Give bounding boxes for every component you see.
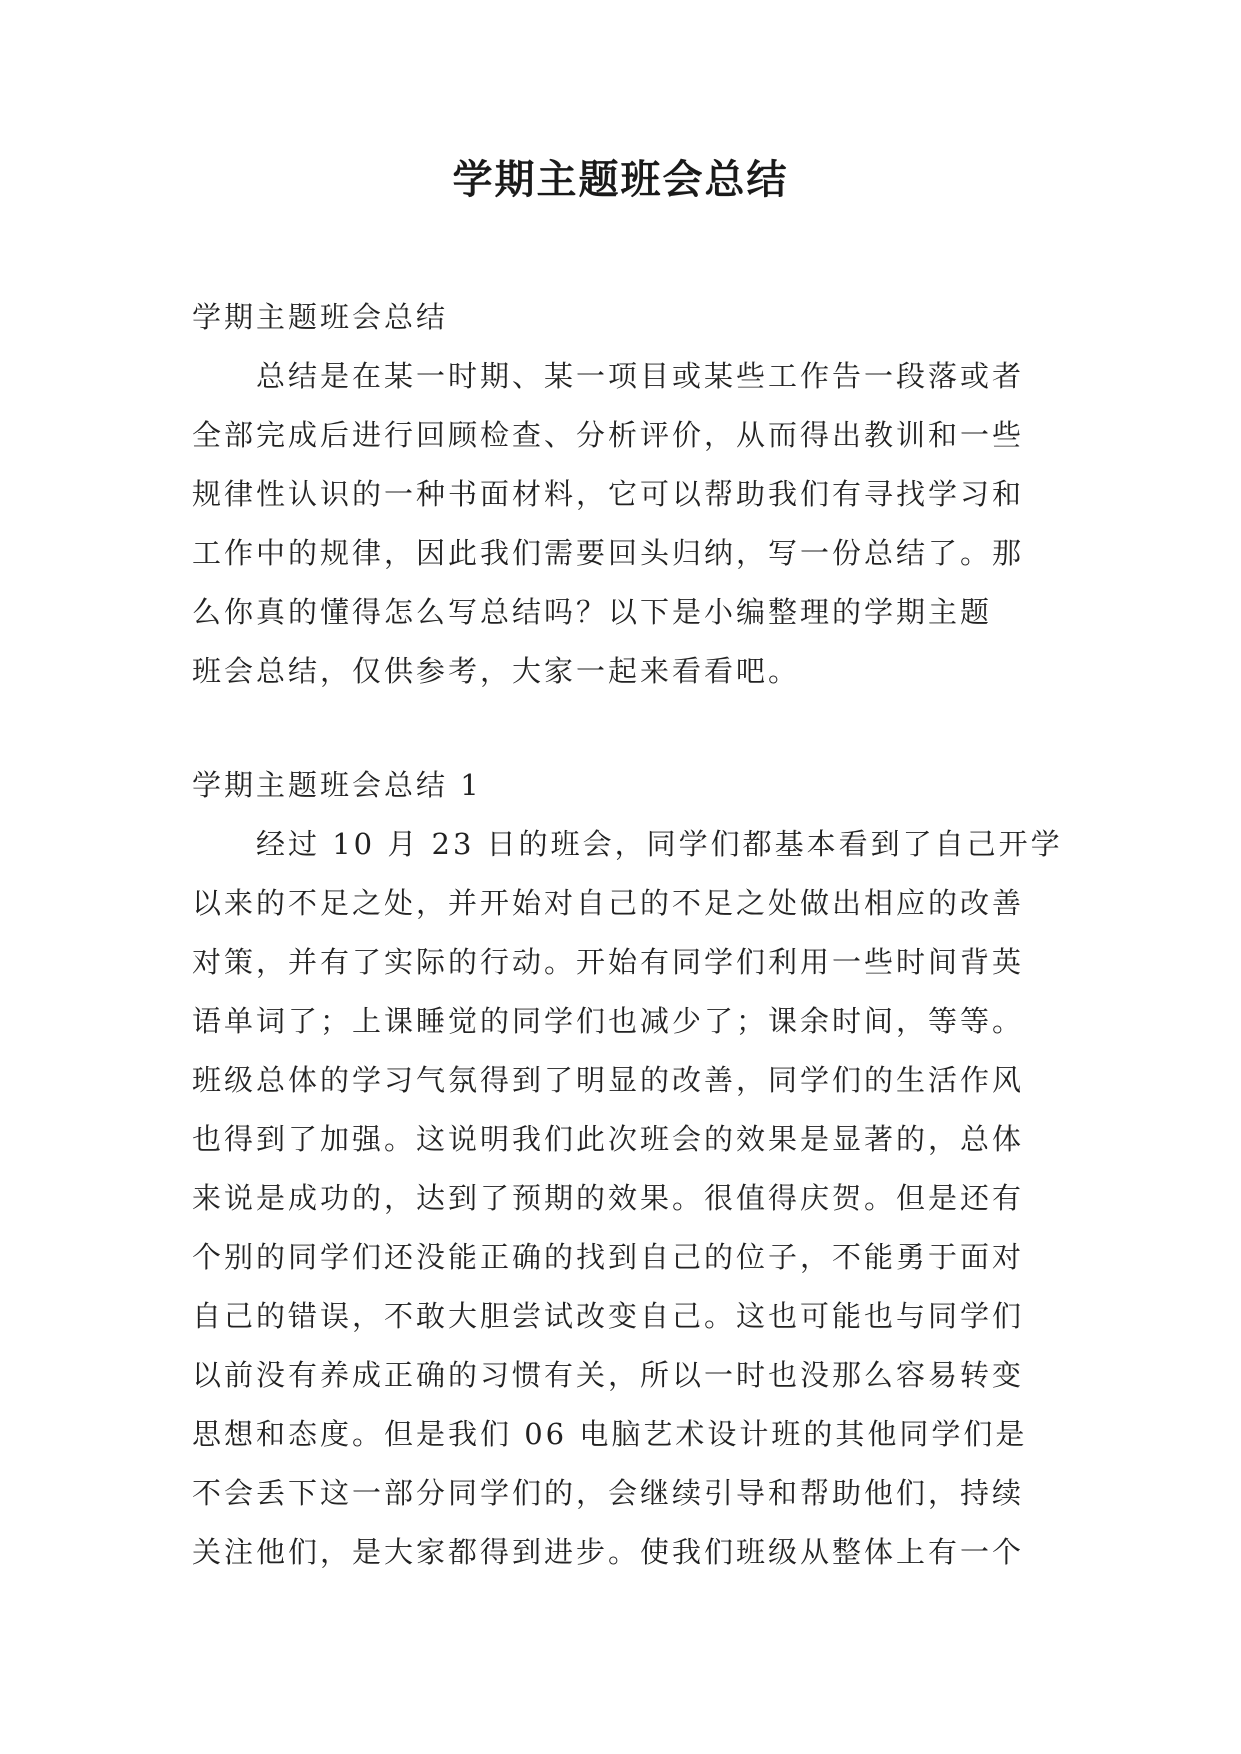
paragraph-line: 全部完成后进行回顾检查、分析评价，从而得出教训和一些 <box>192 418 1025 452</box>
document-title: 学期主题班会总结 <box>452 157 789 203</box>
section-1 <box>192 756 1063 1582</box>
paragraph-line: 工作中的规律，因此我们需要回头归纳，写一份总结了。那 <box>192 536 1025 570</box>
section-1-heading: 学期主题班会总结 1 <box>192 768 482 802</box>
paragraph-line: 来说是成功的，达到了预期的效果。很值得庆贺。但是还有 <box>192 1181 1025 1215</box>
paragraph-line: 规律性认识的一种书面材料，它可以帮助我们有寻找学习和 <box>192 477 1025 511</box>
paragraph-line: 关注他们，是大家都得到进步。使我们班级从整体上有一个 <box>192 1535 1025 1569</box>
paragraph-line: 语单词了；上课睡觉的同学们也减少了；课余时间，等等。 <box>192 1004 1025 1038</box>
paragraph-line: 思想和态度。但是我们 06 电脑艺术设计班的其他同学们是 <box>192 1417 1028 1451</box>
paragraph-line: 不会丢下这一部分同学们的，会继续引导和帮助他们，持续 <box>192 1476 1025 1510</box>
paragraph-line: 也得到了加强。这说明我们此次班会的效果是显著的，总体 <box>192 1122 1025 1156</box>
paragraph-line: 以来的不足之处，并开始对自己的不足之处做出相应的改善 <box>192 886 1025 920</box>
intro-paragraph <box>192 347 1050 701</box>
paragraph-line: 班会总结，仅供参考，大家一起来看看吧。 <box>192 654 801 688</box>
paragraph-line: 班级总体的学习气氛得到了明显的改善，同学们的生活作风 <box>192 1063 1025 1097</box>
paragraph-line: 经过 10 月 23 日的班会，同学们都基本看到了自己开学 <box>256 827 1063 861</box>
section-1-paragraph <box>192 815 1063 1582</box>
paragraph-line: 对策，并有了实际的行动。开始有同学们利用一些时间背英 <box>192 945 1025 979</box>
intro-heading: 学期主题班会总结 <box>192 300 449 334</box>
paragraph-line: 以前没有养成正确的习惯有关，所以一时也没那么容易转变 <box>192 1358 1025 1392</box>
paragraph-line: 总结是在某一时期、某一项目或某些工作告一段落或者 <box>256 359 1025 393</box>
paragraph-line: 么你真的懂得怎么写总结吗？以下是小编整理的学期主题 <box>192 595 993 629</box>
paragraph-line: 自己的错误，不敢大胆尝试改变自己。这也可能也与同学们 <box>192 1299 1025 1333</box>
paragraph-line: 个别的同学们还没能正确的找到自己的位子，不能勇于面对 <box>192 1240 1025 1274</box>
intro-section <box>192 288 1050 701</box>
